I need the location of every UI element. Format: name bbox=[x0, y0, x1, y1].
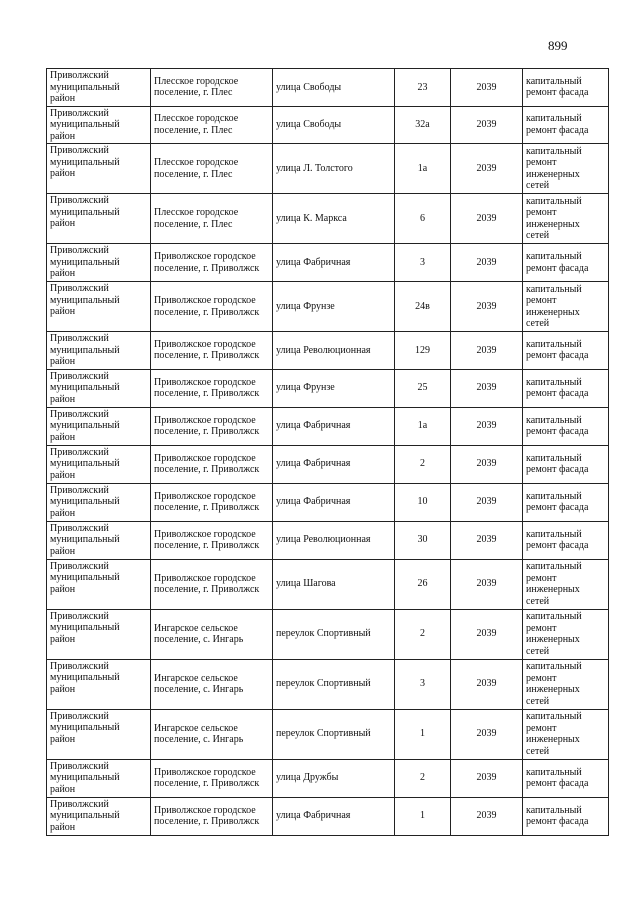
table-row bbox=[47, 244, 609, 282]
table-row bbox=[47, 709, 609, 759]
settlement-cell: Приволжское городское поселение, г. Приволжск bbox=[151, 369, 273, 407]
street-cell: улица Фабричная bbox=[273, 445, 395, 483]
year-cell: 2039 bbox=[451, 559, 523, 609]
street-cell: улица Фабричная bbox=[273, 244, 395, 282]
year-cell: 2039 bbox=[451, 69, 523, 107]
year-cell: 2039 bbox=[451, 709, 523, 759]
district-cell: Приволжский муниципальный район bbox=[47, 69, 151, 107]
street-cell: переулок Спортивный bbox=[273, 609, 395, 659]
district-cell: Приволжский муниципальный район bbox=[47, 244, 151, 282]
house-number-cell: 1 bbox=[395, 797, 451, 835]
work-type-cell: капитальный ремонт фасада bbox=[523, 483, 609, 521]
table-row bbox=[47, 194, 609, 244]
street-cell: улица Л. Толстого bbox=[273, 144, 395, 194]
district-cell: Приволжский муниципальный район bbox=[47, 483, 151, 521]
house-number-cell: 10 bbox=[395, 483, 451, 521]
work-type-cell: капитальный ремонт фасада bbox=[523, 521, 609, 559]
year-cell: 2039 bbox=[451, 659, 523, 709]
street-cell: улица Свободы bbox=[273, 106, 395, 144]
house-number-cell: 26 bbox=[395, 559, 451, 609]
street-cell: улица Фабричная bbox=[273, 407, 395, 445]
work-type-cell: капитальный ремонт фасада bbox=[523, 106, 609, 144]
settlement-cell: Приволжское городское поселение, г. Приволжск bbox=[151, 521, 273, 559]
settlement-cell: Ингарское сельское поселение, с. Ингарь bbox=[151, 659, 273, 709]
work-type-cell: капитальный ремонт фасада bbox=[523, 69, 609, 107]
settlement-cell: Приволжское городское поселение, г. Приволжск bbox=[151, 407, 273, 445]
house-number-cell: 24в bbox=[395, 282, 451, 332]
work-type-cell: капитальный ремонт фасада bbox=[523, 797, 609, 835]
district-cell: Приволжский муниципальный район bbox=[47, 521, 151, 559]
district-cell: Приволжский муниципальный район bbox=[47, 407, 151, 445]
settlement-cell: Приволжское городское поселение, г. Приволжск bbox=[151, 559, 273, 609]
year-cell: 2039 bbox=[451, 282, 523, 332]
house-number-cell: 1а bbox=[395, 407, 451, 445]
district-cell: Приволжский муниципальный район bbox=[47, 709, 151, 759]
table-row bbox=[47, 609, 609, 659]
table-body bbox=[47, 69, 609, 836]
table-row bbox=[47, 369, 609, 407]
house-number-cell: 30 bbox=[395, 521, 451, 559]
year-cell: 2039 bbox=[451, 609, 523, 659]
table-row bbox=[47, 106, 609, 144]
district-cell: Приволжский муниципальный район bbox=[47, 369, 151, 407]
settlement-cell: Плесское городское поселение, г. Плес bbox=[151, 69, 273, 107]
district-cell: Приволжский муниципальный район bbox=[47, 332, 151, 370]
page-number: 899 bbox=[548, 38, 568, 53]
district-cell: Приволжский муниципальный район bbox=[47, 759, 151, 797]
settlement-cell: Приволжское городское поселение, г. Приволжск bbox=[151, 483, 273, 521]
house-number-cell: 129 bbox=[395, 332, 451, 370]
work-type-cell: капитальный ремонт фасада bbox=[523, 445, 609, 483]
street-cell: улица Дружбы bbox=[273, 759, 395, 797]
year-cell: 2039 bbox=[451, 369, 523, 407]
settlement-cell: Приволжское городское поселение, г. Приволжск bbox=[151, 244, 273, 282]
work-type-cell: капитальный ремонт фасада bbox=[523, 332, 609, 370]
year-cell: 2039 bbox=[451, 106, 523, 144]
house-number-cell: 2 bbox=[395, 609, 451, 659]
table-row bbox=[47, 559, 609, 609]
street-cell: улица Фабричная bbox=[273, 797, 395, 835]
settlement-cell: Приволжское городское поселение, г. Приволжск bbox=[151, 332, 273, 370]
work-type-cell: капитальный ремонт фасада bbox=[523, 759, 609, 797]
table-row bbox=[47, 759, 609, 797]
work-type-cell: капитальный ремонт фасада bbox=[523, 369, 609, 407]
house-number-cell: 2 bbox=[395, 445, 451, 483]
house-number-cell: 3 bbox=[395, 659, 451, 709]
settlement-cell: Ингарское сельское поселение, с. Ингарь bbox=[151, 609, 273, 659]
street-cell: улица Фрунзе bbox=[273, 282, 395, 332]
work-type-cell: капитальный ремонт инженерных сетей bbox=[523, 282, 609, 332]
district-cell: Приволжский муниципальный район bbox=[47, 282, 151, 332]
work-type-cell: капитальный ремонт фасада bbox=[523, 244, 609, 282]
settlement-cell: Плесское городское поселение, г. Плес bbox=[151, 194, 273, 244]
house-number-cell: 3 bbox=[395, 244, 451, 282]
work-type-cell: капитальный ремонт инженерных сетей bbox=[523, 559, 609, 609]
street-cell: улица К. Маркса bbox=[273, 194, 395, 244]
settlement-cell: Приволжское городское поселение, г. Приволжск bbox=[151, 797, 273, 835]
settlement-cell: Ингарское сельское поселение, с. Ингарь bbox=[151, 709, 273, 759]
year-cell: 2039 bbox=[451, 332, 523, 370]
table-row bbox=[47, 445, 609, 483]
work-type-cell: капитальный ремонт инженерных сетей bbox=[523, 194, 609, 244]
work-type-cell: капитальный ремонт инженерных сетей bbox=[523, 659, 609, 709]
work-type-cell: капитальный ремонт инженерных сетей bbox=[523, 709, 609, 759]
district-cell: Приволжский муниципальный район bbox=[47, 659, 151, 709]
work-type-cell: капитальный ремонт инженерных сетей bbox=[523, 144, 609, 194]
work-type-cell: капитальный ремонт фасада bbox=[523, 407, 609, 445]
house-number-cell: 1а bbox=[395, 144, 451, 194]
table-row bbox=[47, 521, 609, 559]
table-row bbox=[47, 659, 609, 709]
year-cell: 2039 bbox=[451, 244, 523, 282]
district-cell: Приволжский муниципальный район bbox=[47, 609, 151, 659]
year-cell: 2039 bbox=[451, 483, 523, 521]
district-cell: Приволжский муниципальный район bbox=[47, 144, 151, 194]
year-cell: 2039 bbox=[451, 407, 523, 445]
year-cell: 2039 bbox=[451, 797, 523, 835]
house-number-cell: 2 bbox=[395, 759, 451, 797]
street-cell: переулок Спортивный bbox=[273, 659, 395, 709]
work-type-cell: капитальный ремонт инженерных сетей bbox=[523, 609, 609, 659]
district-cell: Приволжский муниципальный район bbox=[47, 445, 151, 483]
district-cell: Приволжский муниципальный район bbox=[47, 194, 151, 244]
settlement-cell: Плесское городское поселение, г. Плес bbox=[151, 106, 273, 144]
table-row bbox=[47, 69, 609, 107]
table-row bbox=[47, 144, 609, 194]
year-cell: 2039 bbox=[451, 144, 523, 194]
street-cell: улица Фрунзе bbox=[273, 369, 395, 407]
year-cell: 2039 bbox=[451, 194, 523, 244]
district-cell: Приволжский муниципальный район bbox=[47, 559, 151, 609]
house-number-cell: 1 bbox=[395, 709, 451, 759]
house-number-cell: 32а bbox=[395, 106, 451, 144]
house-number-cell: 25 bbox=[395, 369, 451, 407]
district-cell: Приволжский муниципальный район bbox=[47, 106, 151, 144]
street-cell: улица Свободы bbox=[273, 69, 395, 107]
table-row bbox=[47, 797, 609, 835]
street-cell: улица Революционная bbox=[273, 521, 395, 559]
table-row bbox=[47, 407, 609, 445]
table-row bbox=[47, 282, 609, 332]
year-cell: 2039 bbox=[451, 521, 523, 559]
street-cell: переулок Спортивный bbox=[273, 709, 395, 759]
house-number-cell: 23 bbox=[395, 69, 451, 107]
settlement-cell: Приволжское городское поселение, г. Приволжск bbox=[151, 759, 273, 797]
street-cell: улица Шагова bbox=[273, 559, 395, 609]
settlement-cell: Приволжское городское поселение, г. Приволжск bbox=[151, 282, 273, 332]
street-cell: улица Революционная bbox=[273, 332, 395, 370]
settlement-cell: Плесское городское поселение, г. Плес bbox=[151, 144, 273, 194]
house-number-cell: 6 bbox=[395, 194, 451, 244]
street-cell: улица Фабричная bbox=[273, 483, 395, 521]
table-row bbox=[47, 483, 609, 521]
district-cell: Приволжский муниципальный район bbox=[47, 797, 151, 835]
table-row bbox=[47, 332, 609, 370]
year-cell: 2039 bbox=[451, 445, 523, 483]
settlement-cell: Приволжское городское поселение, г. Приволжск bbox=[151, 445, 273, 483]
year-cell: 2039 bbox=[451, 759, 523, 797]
housing-repair-table bbox=[46, 68, 609, 836]
